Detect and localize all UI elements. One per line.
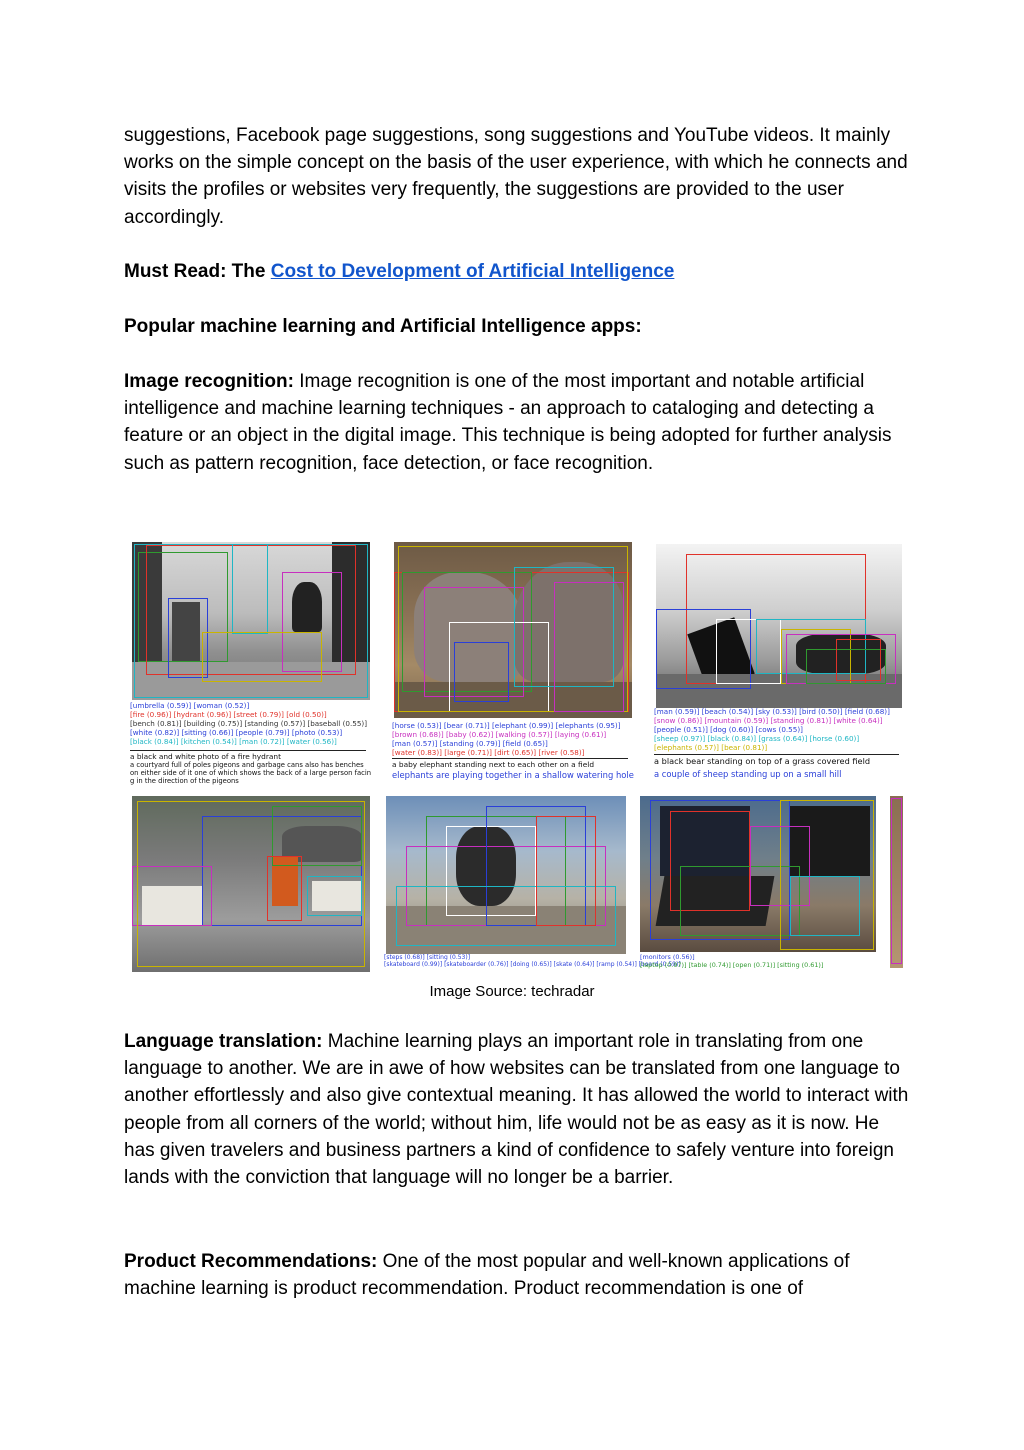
language-translation-body: Machine learning plays an important role in translating from one language to another. We are in awe of how websites can be translated from one language to another effortlessly and also give contextual meaning. It has allowed the world to interact with people from all corners of the world; without him, life would not be as easy as it is now. He has given travelers and business partners a kind of confidence to safely venture into foreign lands with the conviction that language will no longer be a barrier. bbox=[124, 1031, 909, 1189]
must-read-prefix: Must Read: The bbox=[124, 261, 271, 282]
intro-paragraph bbox=[124, 122, 914, 231]
street-photo bbox=[132, 796, 370, 972]
tag-line: [sheep (0.97)] [black (0.84)] [grass (0.64)] [horse (0.60)] bbox=[654, 734, 860, 743]
product-recommendations-body: One of the most popular and well-known applications of machine learning is product recommendation. Product recommendation is one of bbox=[124, 1251, 850, 1300]
sheep-photo bbox=[656, 544, 902, 708]
figure-panel-laptop bbox=[640, 796, 878, 974]
figure-panel-elephants bbox=[392, 540, 634, 786]
tag-line: [steps (0.68)] [sitting (0.53)] bbox=[384, 954, 471, 961]
image-source-caption: Image Source: techradar bbox=[429, 983, 595, 1000]
apps-heading: Popular machine learning and Artificial Intelligence apps: bbox=[124, 316, 642, 337]
tag-line: [snow (0.86)] [mountain (0.59)] [standing (0.81)] [white (0.64)] bbox=[654, 716, 883, 725]
caption-divider bbox=[130, 750, 366, 751]
cost-article-link[interactable]: Cost to Development of Artificial Intelligence bbox=[270, 261, 675, 282]
tag-line: [horse (0.53)] [bear (0.71)] [elephant (0.99)] [elephants (0.95)] bbox=[392, 721, 621, 730]
courtyard-photo bbox=[132, 542, 370, 700]
image-recognition-label: Image recognition: bbox=[124, 371, 294, 392]
tag-line: [black (0.84)] [kitchen (0.54)] [man (0.72)] [water (0.56)] bbox=[130, 737, 337, 746]
tag-line: [brown (0.68)] [baby (0.62)] [walking (0.57)] [laying (0.61)] bbox=[392, 730, 607, 739]
image-recognition-body: Image recognition is one of the most important and notable artificial intelligence and machine learning techniques - an approach to cataloging and detecting a feature or an object in the digital image. This technique is being adopted for further analysis such as pattern recognition, face detection, or face recognition. bbox=[124, 371, 892, 474]
sheep-caption-b: a couple of sheep standing up on a small hill bbox=[654, 769, 842, 779]
courtyard-caption-a: a black and white photo of a fire hydrant bbox=[130, 752, 282, 761]
elephants-photo bbox=[394, 542, 632, 718]
product-recommendations-paragraph bbox=[124, 1248, 914, 1302]
image-recognition-figure bbox=[130, 540, 905, 974]
intro-text: suggestions, Facebook page suggestions, song suggestions and YouTube videos. It mainly works on the simple concept on the basis of the user experience, with which he connects and visits the profiles or websites very frequently, the suggestions are provided to the user accordingly. bbox=[124, 125, 908, 228]
tag-line: [people (0.51)] [dog (0.60)] [cows (0.55)] bbox=[654, 725, 803, 734]
sheep-caption-a: a black bear standing on top of a grass covered field bbox=[654, 756, 871, 766]
laptop-tags bbox=[640, 953, 878, 969]
courtyard-tags bbox=[130, 701, 372, 746]
laptop-photo bbox=[640, 796, 876, 952]
tag-line: [elephants (0.57)] [bear (0.81)] bbox=[654, 743, 768, 752]
image-recognition-paragraph bbox=[124, 368, 914, 477]
figure-panel-courtyard bbox=[130, 540, 372, 786]
tag-line: [monitors (0.56)] bbox=[640, 953, 695, 961]
tag-line: [man (0.59)] [beach (0.54)] [sky (0.53)] [bird (0.50)] [field (0.68)] bbox=[654, 707, 890, 716]
elephants-caption-b: elephants are playing together in a shallow watering hole bbox=[392, 770, 634, 780]
skateboarder-photo bbox=[386, 796, 626, 954]
tag-line: [skateboard (0.99)] [skateboarder (0.76)] [doing (0.65)] [skate (0.64)] [ramp (0.54)] [board (0.59)] bbox=[384, 961, 681, 968]
tag-line: [water (0.83)] [large (0.71)] [dirt (0.65)] [river (0.58)] bbox=[392, 748, 585, 757]
caption-divider bbox=[654, 754, 899, 755]
figure-panel-sheep bbox=[654, 540, 905, 786]
tag-line: [fire (0.96)] [hydrant (0.96)] [street (0.79)] [old (0.50)] bbox=[130, 710, 327, 719]
tag-line: [laptop (0.97)] [table (0.74)] [open (0.71)] [sitting (0.61)] bbox=[640, 961, 824, 969]
figure-panel-street bbox=[132, 796, 370, 972]
tag-line: [umbrella (0.59)] [woman (0.52)] bbox=[130, 701, 250, 710]
language-translation-label: Language translation: bbox=[124, 1031, 323, 1052]
caption-divider bbox=[392, 758, 628, 759]
sheep-tags bbox=[654, 707, 905, 752]
courtyard-caption-b: a courtyard full of poles pigeons and garbage cans also has benches on either side of it one of which shows the back of a large person facin g in the direction of the pigeons bbox=[130, 761, 372, 785]
elephants-caption-a: a baby elephant standing next to each other on a field bbox=[392, 760, 595, 769]
tag-line: [man (0.57)] [standing (0.79)] [field (0.65)] bbox=[392, 739, 548, 748]
elephants-tags bbox=[392, 721, 634, 757]
language-translation-paragraph bbox=[124, 1028, 914, 1191]
figure-panel-cropped bbox=[890, 796, 903, 968]
must-read-line bbox=[124, 258, 914, 285]
tag-line: [white (0.82)] [sitting (0.66)] [people (0.79)] [photo (0.53)] bbox=[130, 728, 343, 737]
product-recommendations-label: Product Recommendations: bbox=[124, 1251, 378, 1272]
tag-line: [bench (0.81)] [building (0.75)] [standing (0.57)] [baseball (0.55)] bbox=[130, 719, 368, 728]
